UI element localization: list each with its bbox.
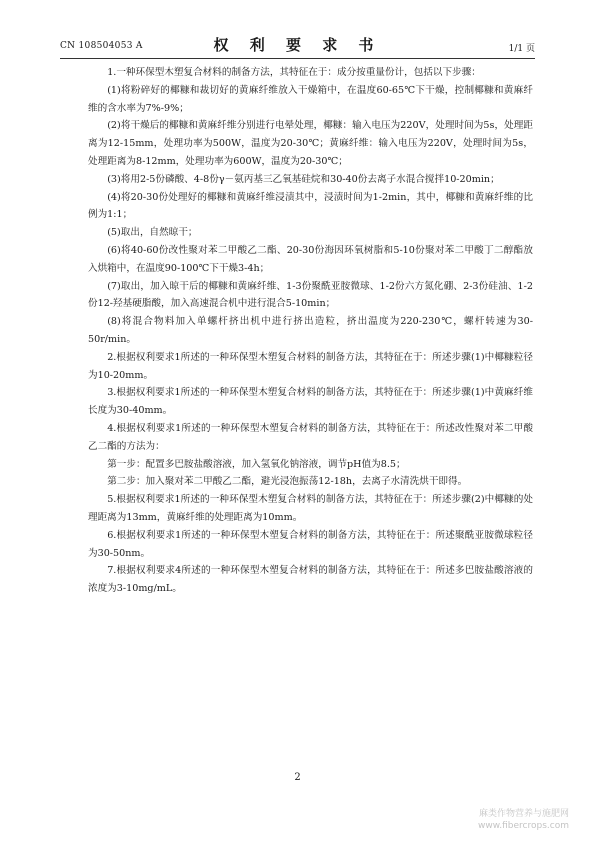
claim-paragraph: 第一步：配置多巴胺盐酸溶液，加入氢氧化钠溶液，调节pH值为8.5； xyxy=(107,458,406,470)
claim-paragraph: (4)将20-30份处理好的椰糠和黄麻纤维浸渍其中，浸渍时间为1-2min，其中，椰糠和黄麻纤维的比例为1:1； xyxy=(88,191,533,221)
page-header xyxy=(60,34,535,56)
claim-paragraph: (7)取出，加入晾干后的椰糠和黄麻纤维、1-3份聚酰亚胺微球、1-2份六方氮化硼、2-3份硅油、1-2份12-羟基硬脂酸，加入高速混合机中进行混合5-10min； xyxy=(88,280,533,310)
claim-paragraph: 2.根据权利要求1所述的一种环保型木塑复合材料的制备方法，其特征在于：所述步骤(1)中椰糠粒径为10-20mm。 xyxy=(88,351,533,381)
site-watermark xyxy=(478,808,569,832)
claim-paragraph: 1.一种环保型木塑复合材料的制备方法，其特征在于：成分按重量份计，包括以下步骤： xyxy=(107,67,481,78)
claim-paragraph: 5.根据权利要求1所述的一种环保型木塑复合材料的制备方法，其特征在于：所述步骤(2)中椰糠的处理距离为13mm，黄麻纤维的处理距离为10mm。 xyxy=(88,494,533,523)
watermark-title: 麻类作物营养与施肥网 xyxy=(478,809,569,819)
page-number: 2 xyxy=(294,772,301,783)
claim-paragraph: 4.根据权利要求1所述的一种环保型木塑复合材料的制备方法，其特征在于：所述改性聚对苯二甲酸乙二酯的方法为： xyxy=(88,422,533,452)
claim-paragraph: 第二步：加入聚对苯二甲酸乙二酯，避光浸泡振荡12-18h，去离子水清洗烘干即得。 xyxy=(107,476,468,488)
claim-paragraph: (1)将粉碎好的椰糠和裁切好的黄麻纤维放入干燥箱中，在温度60-65℃下干燥，控制椰糠和黄麻纤维的含水率为7%-9%； xyxy=(88,84,533,114)
claim-paragraph: (2)将干燥后的椰糠和黄麻纤维分别进行电晕处理，椰糠：输入电压为220V，处理时间为5s，处理距离为12-15mm，处理功率为500W，温度为20-30℃；黄麻纤维：输入电压为220V，处理时间为5s，处理距离为8-12mm，处理功率为600W，温度为20-30℃； xyxy=(88,120,533,167)
claim-paragraph: 3.根据权利要求1所述的一种环保型木塑复合材料的制备方法，其特征在于：所述步骤(1)中黄麻纤维长度为30-40mm。 xyxy=(88,387,533,417)
header-divider xyxy=(60,58,535,59)
patent-number: CN 108504053 A xyxy=(60,41,143,51)
claim-paragraph: 7.根据权利要求4所述的一种环保型木塑复合材料的制备方法，其特征在于：所述多巴胺盐酸溶液的浓度为3-10mg/mL。 xyxy=(88,565,533,595)
document-title: 权 利 要 求 书 xyxy=(213,36,382,54)
claim-paragraph: 6.根据权利要求1所述的一种环保型木塑复合材料的制备方法，其特征在于：所述聚酰亚胺微球粒径为30-50nm。 xyxy=(88,529,533,559)
claims-body xyxy=(88,64,533,598)
claim-paragraph: (6)将40-60份改性聚对苯二甲酸乙二酯、20-30份海因环氧树脂和5-10份聚对苯二甲酸丁二醇酯放入烘箱中，在温度90-100℃下干燥3-4h； xyxy=(88,244,533,274)
watermark-url: www.fibercrops.com xyxy=(478,821,569,831)
claim-paragraph: (8)将混合物料加入单螺杆挤出机中进行挤出造粒，挤出温度为220-230℃，螺杆转速为30-50r/min。 xyxy=(88,316,533,345)
claim-paragraph: (3)将用2-5份磷酸、4-8份γ－氨丙基三乙氧基硅烷和30-40份去离子水混合搅拌10-20min； xyxy=(107,173,500,185)
claim-paragraph: (5)取出，自然晾干； xyxy=(107,227,198,239)
page-indicator: 1/1 页 xyxy=(508,44,535,54)
